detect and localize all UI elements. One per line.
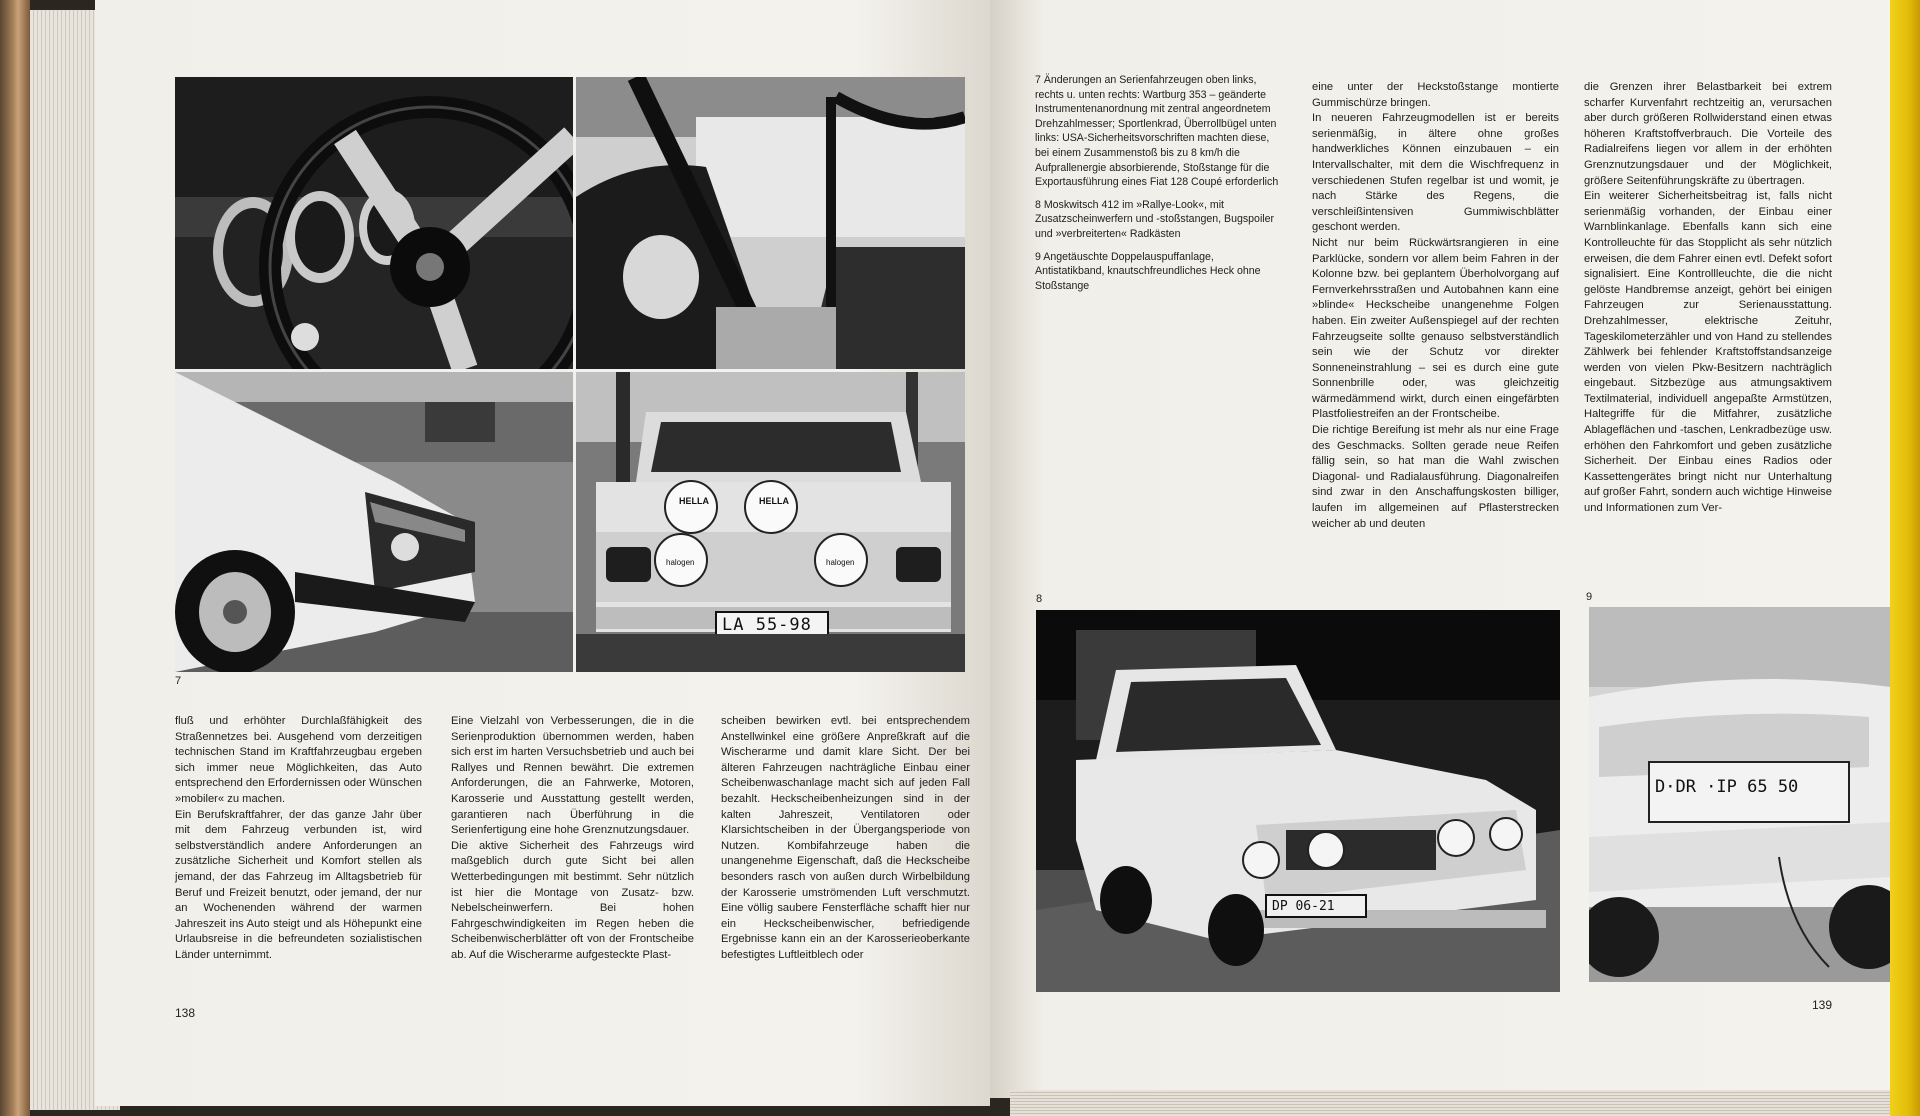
paragraph: Nicht nur beim Rückwärtsrangieren in eine Parklücke, sondern vor allem beim Fahren in der Kolonne bzw. bei geplantem Überholvorgang auf Fernverkehrsstraßen und Autobahnen kann eine »blinde« Heckscheibe unangenehme Folgen haben. Ein zweiter Außenspiegel auf der rechten Fahrzeugseite sollte genauso selbstverständlich sein wie der Schutz vor direkter Sonneneinstrahlung – sei es durch eine gute Sonnenbrille oder, was gleichzeitig wärmedämmend wirkt, durch einen eingefärbten Plastfoliestreifen an der Frontscheibe. — [1312, 236, 1559, 421]
photo-rollbar — [576, 77, 965, 369]
figure-label-7: 7 — [175, 675, 182, 687]
figure-label-8: 8 — [1036, 593, 1043, 605]
page-edges-bottom — [1010, 1090, 1890, 1116]
right-text-col-1 — [1312, 80, 1559, 532]
book-cover-edge-right — [1890, 0, 1920, 1116]
lamp-label-1: HELLA — [679, 496, 709, 506]
paragraph: In neueren Fahrzeugmodellen ist er bereits serienmäßig, in ältere ohne großes handwerkliches Können einzubauen – ein Intervallschalter, mit dem die Wischfrequenz in verschiedenen Stufen regelbar ist und womit, je nach Stärke des Regens, die verschleißintensiven Gummiwischblätter geschont werden. — [1312, 112, 1559, 234]
right-text-col-2 — [1584, 80, 1832, 517]
paragraph: Ein weiterer Sicherheitsbeitrag ist, falls nicht serienmäßig vorhanden, der Einbau einer Warnblinkanlage. Ebenfalls kann sich eine Kontrolleuchte für das Stopplicht als sehr nützlich erweisen, die dem Fahrer einen evtl. Defekt sofort signalisiert. Eine Kontrollleuchte, die die nicht gelöste Handbremse anzeigt, gehört bei einigen Fahrzeugen zur Serienausstattung. Drehzahlmesser, elektrische Zeituhr, Tageskilometerzähler und von Hand zu stellendes Zählwerk bei fehlender Kraftstoffstandsanzeige werden von vielen Pkw-Besitzern nachträglich eingebaut. Sitzbezüge aus atmungsaktivem Textilmaterial, individuell angepaßte Armstützen, Haltegriffe für die Mitfahrer, zusätzliche Ablageflächen und -taschen, Lenkradbezüge usw. erhöhen den Fahrkomfort und geben zusätzliche Sicherheit. Der Einbau eines Radios oder Kassettengerätes bringt nicht nur Unterhaltung auf großer Fahrt, sondern auch wichtige Hinweise und Informationen zum Ver- — [1584, 190, 1832, 515]
license-plate-rally: LA 55-98 — [722, 615, 812, 635]
caption-8: 8 Moskwitsch 412 im »Rallye-Look«, mit Zusatzscheinwerfern und -stoßstangen, Bugspoiler und »verbreiterten« Radkästen — [1035, 198, 1275, 240]
lamp-label-4: halogen — [826, 558, 855, 567]
paragraph: fluß und erhöhter Durchlaßfähigkeit des Straßennetzes bei. Ausgehend vom derzeitigen technischen Stand im Kraftfahrzeugbau ergeben sich immer neue Möglichkeiten, das Auto entsprechend den Erfordernissen oder Wünschen »mobiler« zu machen. — [175, 715, 422, 805]
license-plate-moskvich: DP 06-21 — [1272, 899, 1335, 914]
lamp-label-2: HELLA — [759, 496, 789, 506]
page-number-left: 138 — [175, 1006, 196, 1020]
left-text-col-2 — [451, 714, 694, 964]
photo-fiat-coupe — [175, 372, 573, 672]
book-spine-left — [0, 0, 30, 1116]
photo-dashboard — [175, 77, 573, 369]
paragraph: die Grenzen ihrer Belastbarkeit bei extrem scharfer Kurvenfahrt rechtzeitig an, verursachen aber durch größeren Rollwiderstand einen etwas höheren Kraftstoffverbrauch. Die Vorteile des Radialreifens liegen vor allem in der erhöhten Grenznutzungsdauer und der Möglichkeit, größere Seitenführungskräfte zu übertragen. — [1584, 81, 1832, 187]
caption-9: 9 Angetäuschte Doppelauspuffanlage, Antistatikband, knautschfreundliches Heck ohne Stoßstange — [1035, 250, 1261, 292]
lamp-label-3: halogen — [666, 558, 695, 567]
figure-label-9: 9 — [1586, 591, 1593, 603]
photo-wartburg-rally — [576, 372, 965, 672]
left-text-col-3 — [721, 714, 970, 964]
paragraph: Die aktive Sicherheit des Fahrzeugs wird maßgeblich durch gute Sicht bei allen Wetterbedingungen mit bestimmt. Sehr nützlich ist hier die Montage von Zusatz- bzw. Nebelscheinwerfern. Bei hohen Fahrgeschwindigkeiten im Regen heben die Scheibenwischerblätter oft von der Frontscheibe ab. Auf die Wischerarme aufgesteckte Plast- — [451, 839, 694, 961]
license-plate-rear: D·DR ·IP 65 50 — [1655, 777, 1799, 797]
paragraph: Eine Vielzahl von Verbesserungen, die in die Serienproduktion übernommen werden, haben sich erst im harten Versuchsbetrieb und auch bei Rallyes und Rennen bewährt. Die extremen Anforderungen, die an Fahrwerke, Motoren, Karosserie und Ausstattung gestellt werden, garantieren nach Überführung in die Serienfertigung eine hohe Grenznutzungsdauer. — [451, 715, 694, 837]
photo-moskvich-412 — [1036, 610, 1560, 992]
paragraph: Ein Berufskraftfahrer, der das ganze Jahr über mit dem Fahrzeug verbunden ist, wird selbstverständlich andere Anforderungen an zusätzliche Sicherheit und Komfort stellen als jemand, der das Fahrzeug im Alltagsbetrieb für Beruf und Freizeit benutzt, oder jemand, der nur an Wochenenden während der warmen Jahreszeit ins Auto steigt und als Höhepunkt eine Urlaubsreise in die befreundeten sozialistischen Länder unternimmt. — [175, 808, 422, 961]
paragraph: scheiben bewirken evtl. bei entsprechendem Anstellwinkel eine größere Anpreßkraft auf die Wischerarme und damit klare Sicht. Der bei älteren Fahrzeugen nachträgliche Einbau einer Scheibenwaschanlage macht sich auf jeden Fall bezahlt. Heckscheibenheizungen sind in der kalten Jahreszeit, Ventilatoren oder Klarsichtscheiben in der Übergangsperiode von Nutzen. Kombifahrzeuge haben die unangenehme Eigenschaft, daß die Heckscheibe besonders rasch von außen durch Wirbelbildung der Karosserie umströmenden Luft verschmutzt. Eine völlig saubere Fensterfläche schafft hier nur ein Heckscheibenwischer, befriedigende Ergebnisse kann ein an der Karosserieoberkante befestigtes Luftleitblech oder — [721, 715, 970, 961]
page-number-right: 139 — [1812, 998, 1833, 1012]
paragraph: Die richtige Bereifung ist mehr als nur eine Frage des Geschmacks. Sollten gerade neue Reifen fällig sein, so hat man die Wahl zwischen Diagonal- und Radialausführung. Diagonalreifen sind zwar in den Anschaffungskosten billiger, laufen im allgemeinen auf Pflasterstrecken weicher ab und deuten — [1312, 424, 1559, 530]
caption-7: 7 Änderungen an Serienfahrzeugen oben links, rechts u. unten rechts: Wartburg 353 – geänderte Instrumentenanordnung mit zentral angeordnetem Drehzahlmesser; Sportlenkrad, Überrollbügel unten links: USA-Sicherheitsvorschriften machten diese, bei einem Zusammenstoß bis zu 8 km/h die Aufprallenergie absorbierende, Stoßstange für die Exportausführung eines Fiat 128 Coupé erforderlich — [1035, 74, 1279, 189]
photo-rear-car — [1589, 607, 1891, 982]
paragraph: eine unter der Heckstoßstange montierte Gummischürze bringen. — [1312, 81, 1559, 109]
left-text-col-1 — [175, 714, 422, 964]
captions — [1035, 73, 1283, 301]
